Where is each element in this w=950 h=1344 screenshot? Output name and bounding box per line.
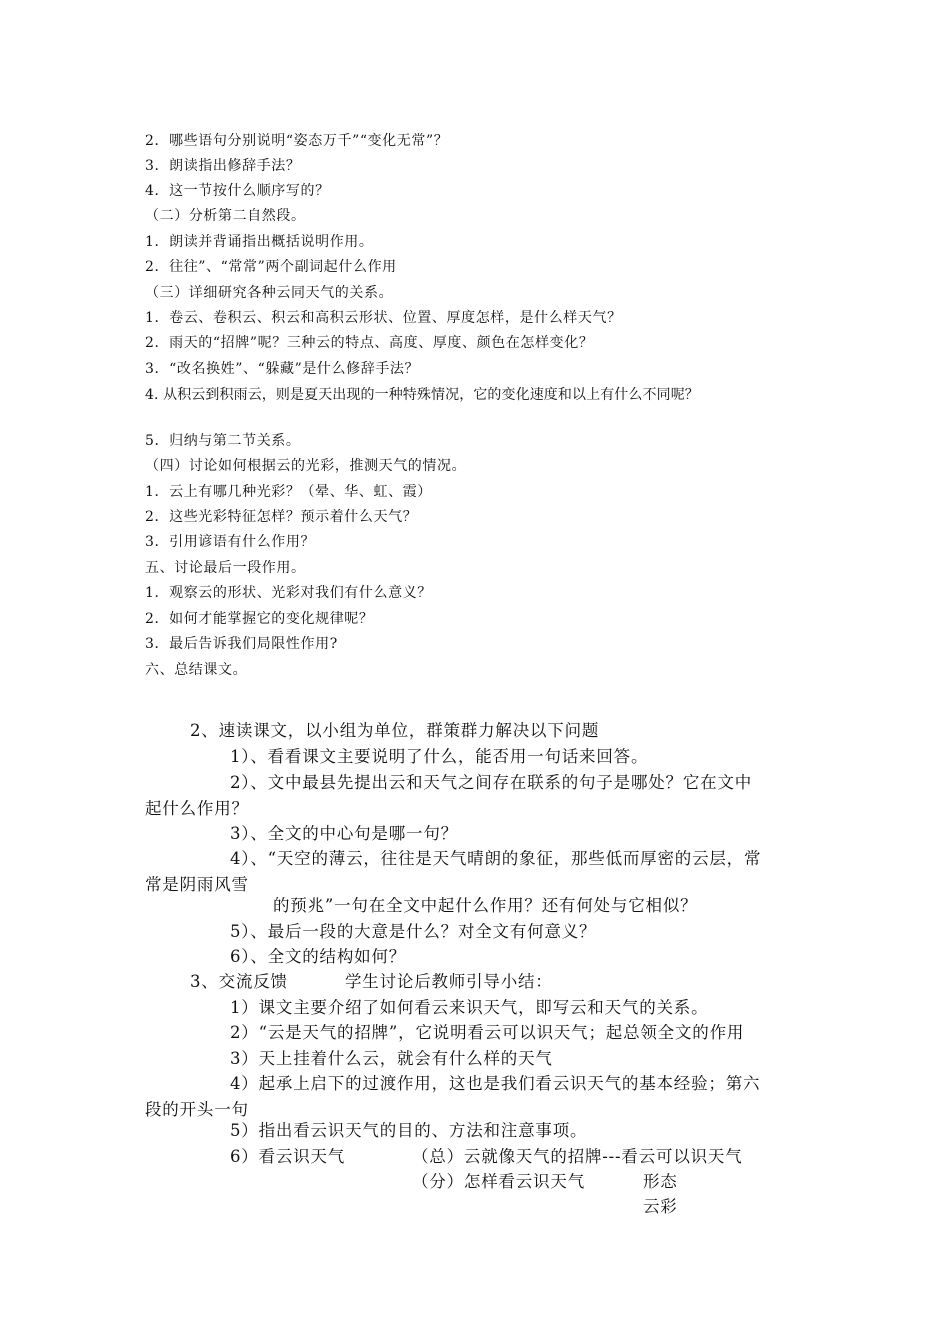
outline-line: 1．云上有哪几种光彩？（晕、华、虹、霞） xyxy=(145,484,432,500)
outline-line: 2．如何才能掌握它的变化规律呢？ xyxy=(145,611,374,627)
question-line: 4）、“天空的薄云，往往是天气晴朗的象征，那些低而厚密的云层，常 xyxy=(230,849,762,868)
answer-line: 6）看云识天气 xyxy=(230,1147,346,1166)
question-line: 常是阴雨风雪 xyxy=(145,875,249,894)
answer-line: 5）指出看云识天气的目的、方法和注意事项。 xyxy=(230,1121,588,1140)
outline-line: 1．朗读并背诵指出概括说明作用。 xyxy=(145,234,374,250)
outline-line: 1．观察云的形状、光彩对我们有什么意义？ xyxy=(145,585,432,601)
question-line: 的预兆”一句在全文中起什么作用？还有何处与它相似？ xyxy=(273,896,698,915)
question-line: 3）、全文的中心句是哪一句？ xyxy=(230,824,458,843)
outline-line: （二）分析第二自然段。 xyxy=(145,208,306,224)
outline-line: 六、总结课文。 xyxy=(145,662,248,678)
answer-line: 2）“云是天气的招牌”，它说明看云可以识天气；起总领全文的作用 xyxy=(230,1023,745,1042)
outline-line: 2．这些光彩特征怎样？预示着什么天气？ xyxy=(145,509,418,525)
section-subheading: 学生讨论后教师引导小结： xyxy=(345,972,553,991)
question-line: 5）、最后一段的大意是什么？对全文有何意义？ xyxy=(230,922,597,941)
question-line: 1）、看看课文主要说明了什么，能否用一句话来回答。 xyxy=(230,747,649,766)
outline-line: 3．“改名换姓”、“躲藏”是什么修辞手法？ xyxy=(145,361,420,377)
structure-item: 云彩 xyxy=(643,1197,678,1216)
question-line: 2）、文中最县先提出云和天气之间存在联系的句子是哪处？它在文中 xyxy=(230,773,753,792)
question-line: 起什么作用？ xyxy=(145,799,249,818)
outline-line: 4. 从积云到积雨云，则是夏天出现的一种特殊情况，它的变化速度和以上有什么不同呢？ xyxy=(145,387,699,403)
structure-total: （总）云就像天气的招牌---看云可以识天气 xyxy=(412,1147,743,1166)
outline-line: （四）讨论如何根据云的光彩，推测天气的情况。 xyxy=(145,458,467,474)
outline-line: 3．最后告诉我们局限性作用? xyxy=(145,636,338,652)
outline-line: 1．卷云、卷积云、积云和高积云形状、位置、厚度怎样，是什么样天气？ xyxy=(145,310,622,326)
outline-line: （三）详细研究各种云同天气的关系。 xyxy=(145,285,394,301)
answer-line: 段的开头一句 xyxy=(145,1100,249,1119)
outline-line: 2．雨天的“招牌”呢？三种云的特点、高度、厚度、颜色在怎样变化？ xyxy=(145,335,594,351)
outline-line: 4．这一节按什么顺序写的？ xyxy=(145,183,330,199)
question-line: 6）、全文的结构如何？ xyxy=(230,947,407,966)
answer-line: 3）天上挂着什么云，就会有什么样的天气 xyxy=(230,1049,553,1068)
outline-line: 五、讨论最后一段作用。 xyxy=(145,560,306,576)
structure-part: （分）怎样看云识天气 xyxy=(412,1172,585,1191)
section-heading: 3、交流反馈 xyxy=(190,972,288,991)
outline-line: 2．哪些语句分别说明“姿态万千”“变化无常”？ xyxy=(145,133,449,149)
structure-item: 形态 xyxy=(643,1172,678,1191)
answer-line: 4）起承上启下的过渡作用，这也是我们看云识天气的基本经验；第六 xyxy=(230,1074,761,1093)
section-heading: 2、速读课文，以小组为单位，群策群力解决以下问题 xyxy=(190,721,600,740)
outline-line: 2．往往”、“常常”两个副词起什么作用 xyxy=(145,259,397,275)
outline-line: 3．朗读指出修辞手法？ xyxy=(145,158,301,174)
outline-line: 5．归纳与第二节关系。 xyxy=(145,433,301,449)
answer-line: 1）课文主要介绍了如何看云来识天气，即写云和天气的关系。 xyxy=(230,998,709,1017)
outline-line: 3．引用谚语有什么作用？ xyxy=(145,534,316,550)
